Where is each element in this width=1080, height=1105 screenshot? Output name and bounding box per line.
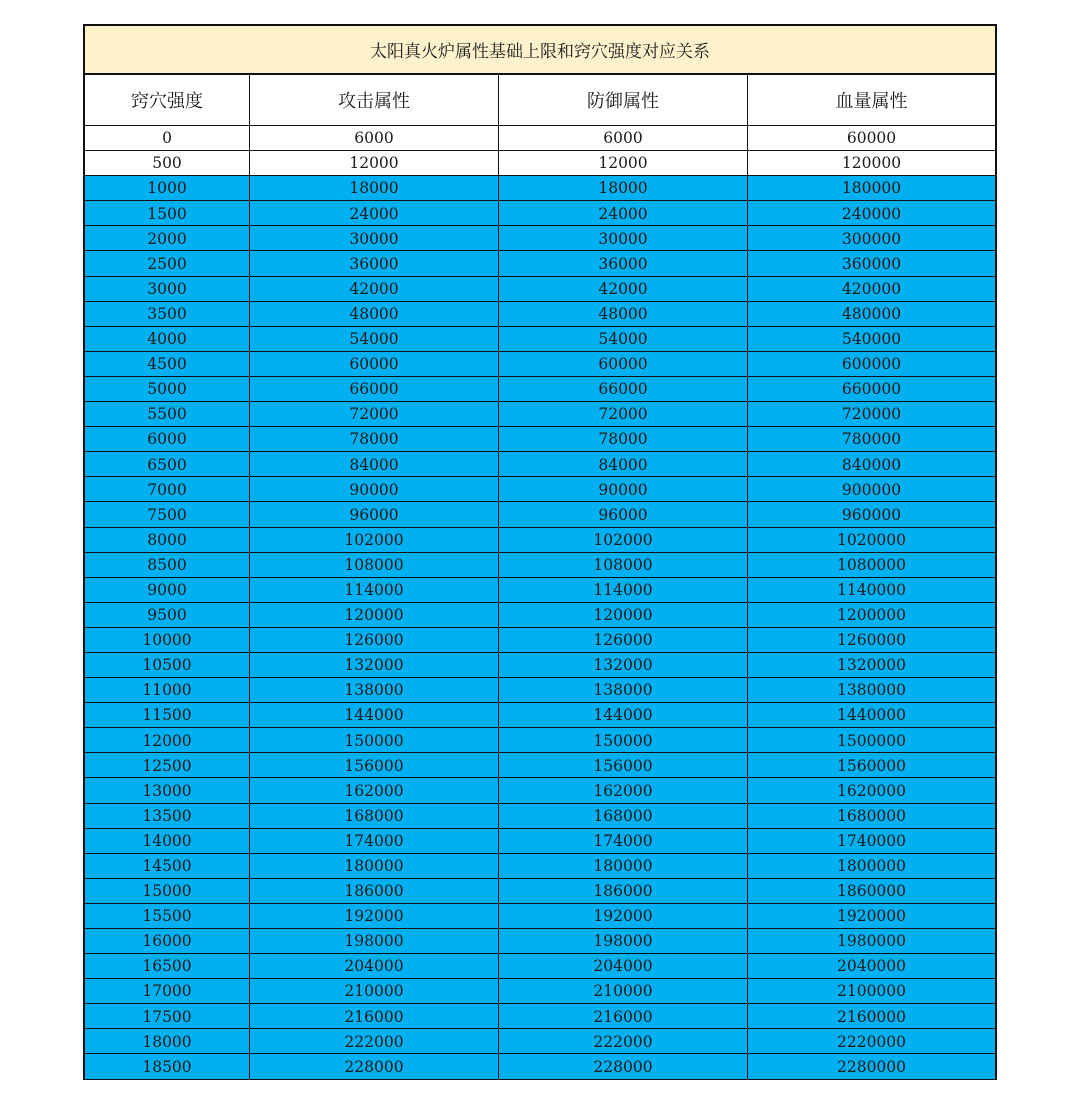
cell-hp: 2160000: [836, 1007, 907, 1026]
cell-defense: 156000: [499, 753, 748, 777]
cell-hp: 900000: [841, 480, 902, 499]
table-row: [85, 553, 995, 578]
table-row: [85, 778, 995, 803]
cell-acupoint-strength: 11500: [85, 703, 250, 727]
cell-acupoint-strength: 17500: [85, 1004, 250, 1028]
cell-attack: 18000: [250, 176, 499, 200]
cell-hp: 240000: [841, 204, 902, 223]
cell-acupoint-strength: 13000: [85, 778, 250, 802]
cell-acupoint-strength: 8500: [85, 553, 250, 577]
cell-attack: 108000: [250, 553, 499, 577]
cell-attack: 96000: [250, 502, 499, 526]
cell-defense: 162000: [499, 778, 748, 802]
cell-hp: 1020000: [836, 530, 907, 549]
header-cell-attack: 攻击属性: [250, 75, 499, 125]
table-row: [85, 201, 995, 226]
header-cell-defense: 防御属性: [499, 75, 748, 125]
table-row: [85, 327, 995, 352]
table-row: [85, 753, 995, 778]
cell-attack: 186000: [250, 879, 499, 903]
table-header-row: [83, 75, 997, 126]
cell-hp: 1800000: [836, 857, 907, 876]
cell-hp: 1980000: [836, 932, 907, 951]
cell-attack: 6000: [250, 126, 499, 150]
cell-acupoint-strength: 7000: [85, 477, 250, 501]
cell-acupoint-strength: 4000: [85, 327, 250, 351]
cell-defense: 198000: [499, 929, 748, 953]
cell-defense: 24000: [499, 201, 748, 225]
table-row: [85, 452, 995, 477]
cell-acupoint-strength: 2500: [85, 251, 250, 275]
cell-acupoint-strength: 12500: [85, 753, 250, 777]
cell-acupoint-strength: 15000: [85, 879, 250, 903]
table-row: [85, 1004, 995, 1029]
cell-defense: 54000: [499, 327, 748, 351]
table-row: [85, 628, 995, 653]
cell-attack: 60000: [250, 352, 499, 376]
cell-defense: 222000: [499, 1029, 748, 1053]
cell-acupoint-strength: 13500: [85, 804, 250, 828]
table-row: [85, 603, 995, 628]
cell-acupoint-strength: 18000: [85, 1029, 250, 1053]
table-row: [85, 653, 995, 678]
table-row: [85, 352, 995, 377]
cell-hp: 840000: [841, 455, 902, 474]
cell-attack: 192000: [250, 904, 499, 928]
cell-attack: 144000: [250, 703, 499, 727]
table-row: [85, 226, 995, 251]
cell-defense: 78000: [499, 427, 748, 451]
cell-hp: 1260000: [836, 631, 907, 650]
cell-acupoint-strength: 5500: [85, 402, 250, 426]
cell-hp: 180000: [841, 179, 902, 198]
table-row: [85, 502, 995, 527]
table-row: [85, 251, 995, 276]
table-row: [85, 678, 995, 703]
cell-attack: 228000: [250, 1054, 499, 1078]
cell-defense: 150000: [499, 728, 748, 752]
cell-acupoint-strength: 12000: [85, 728, 250, 752]
cell-hp: 1860000: [836, 882, 907, 901]
cell-hp: 1320000: [836, 656, 907, 675]
cell-defense: 60000: [499, 352, 748, 376]
table-row: [85, 904, 995, 929]
cell-defense: 210000: [499, 979, 748, 1003]
table-row: [85, 578, 995, 603]
cell-attack: 132000: [250, 653, 499, 677]
cell-defense: 216000: [499, 1004, 748, 1028]
table-title: 太阳真火炉属性基础上限和窍穴强度对应关系: [83, 24, 997, 75]
cell-hp: 480000: [841, 304, 902, 323]
cell-hp: 1380000: [836, 681, 907, 700]
cell-hp: 1500000: [836, 731, 907, 750]
table-row: [85, 879, 995, 904]
cell-defense: 174000: [499, 829, 748, 853]
cell-acupoint-strength: 14000: [85, 829, 250, 853]
cell-defense: 228000: [499, 1054, 748, 1078]
cell-attack: 222000: [250, 1029, 499, 1053]
cell-attack: 102000: [250, 528, 499, 552]
cell-attack: 198000: [250, 929, 499, 953]
cell-attack: 138000: [250, 678, 499, 702]
cell-defense: 138000: [499, 678, 748, 702]
cell-acupoint-strength: 0: [85, 126, 250, 150]
cell-attack: 72000: [250, 402, 499, 426]
table-row: [85, 804, 995, 829]
cell-acupoint-strength: 6500: [85, 452, 250, 476]
cell-defense: 132000: [499, 653, 748, 677]
cell-attack: 24000: [250, 201, 499, 225]
table-row: [85, 728, 995, 753]
cell-hp: 1440000: [836, 706, 907, 725]
table-row: [85, 402, 995, 427]
cell-attack: 42000: [250, 277, 499, 301]
cell-attack: 120000: [250, 603, 499, 627]
table-row: [85, 427, 995, 452]
cell-hp: 960000: [841, 505, 902, 524]
cell-attack: 126000: [250, 628, 499, 652]
table-row: [85, 1054, 995, 1079]
cell-hp: 2040000: [836, 957, 907, 976]
table-row: [85, 302, 995, 327]
cell-attack: 210000: [250, 979, 499, 1003]
cell-attack: 114000: [250, 578, 499, 602]
cell-acupoint-strength: 18500: [85, 1054, 250, 1078]
cell-attack: 30000: [250, 226, 499, 250]
cell-hp: 540000: [841, 330, 902, 349]
cell-attack: 12000: [250, 151, 499, 175]
cell-hp: 300000: [841, 229, 902, 248]
cell-acupoint-strength: 10500: [85, 653, 250, 677]
cell-hp: 1740000: [836, 831, 907, 850]
table-row: [85, 377, 995, 402]
table-row: [85, 979, 995, 1004]
cell-attack: 204000: [250, 954, 499, 978]
table-row: [85, 126, 995, 151]
cell-attack: 54000: [250, 327, 499, 351]
cell-defense: 102000: [499, 528, 748, 552]
cell-defense: 114000: [499, 578, 748, 602]
cell-hp: 1560000: [836, 756, 907, 775]
cell-attack: 180000: [250, 854, 499, 878]
cell-acupoint-strength: 3000: [85, 277, 250, 301]
cell-hp: 720000: [841, 405, 902, 424]
cell-hp: 1680000: [836, 806, 907, 825]
cell-defense: 204000: [499, 954, 748, 978]
cell-attack: 174000: [250, 829, 499, 853]
cell-defense: 108000: [499, 553, 748, 577]
cell-hp: 2100000: [836, 982, 907, 1001]
cell-acupoint-strength: 9000: [85, 578, 250, 602]
cell-attack: 150000: [250, 728, 499, 752]
cell-hp: 1080000: [836, 555, 907, 574]
cell-defense: 90000: [499, 477, 748, 501]
cell-defense: 36000: [499, 251, 748, 275]
cell-attack: 84000: [250, 452, 499, 476]
cell-hp: 60000: [846, 129, 897, 148]
cell-acupoint-strength: 7500: [85, 502, 250, 526]
cell-defense: 192000: [499, 904, 748, 928]
cell-acupoint-strength: 14500: [85, 854, 250, 878]
cell-attack: 168000: [250, 804, 499, 828]
table-row: [85, 829, 995, 854]
header-cell-hp: 血量属性: [835, 91, 908, 112]
cell-attack: 162000: [250, 778, 499, 802]
cell-defense: 48000: [499, 302, 748, 326]
header-cell-acupoint-strength: 窍穴强度: [85, 75, 250, 125]
cell-hp: 1200000: [836, 606, 907, 625]
cell-hp: 2220000: [836, 1032, 907, 1051]
table-row: [85, 477, 995, 502]
cell-acupoint-strength: 3500: [85, 302, 250, 326]
table-row: [85, 151, 995, 176]
table-row: [85, 528, 995, 553]
table-body: [83, 126, 997, 1080]
cell-defense: 18000: [499, 176, 748, 200]
cell-defense: 30000: [499, 226, 748, 250]
cell-acupoint-strength: 4500: [85, 352, 250, 376]
cell-hp: 420000: [841, 279, 902, 298]
cell-defense: 12000: [499, 151, 748, 175]
cell-defense: 168000: [499, 804, 748, 828]
cell-acupoint-strength: 10000: [85, 628, 250, 652]
cell-defense: 180000: [499, 854, 748, 878]
cell-defense: 96000: [499, 502, 748, 526]
cell-acupoint-strength: 1500: [85, 201, 250, 225]
cell-acupoint-strength: 8000: [85, 528, 250, 552]
cell-attack: 48000: [250, 302, 499, 326]
cell-acupoint-strength: 500: [85, 151, 250, 175]
cell-defense: 126000: [499, 628, 748, 652]
cell-defense: 42000: [499, 277, 748, 301]
cell-defense: 66000: [499, 377, 748, 401]
cell-hp: 120000: [841, 154, 902, 173]
cell-defense: 144000: [499, 703, 748, 727]
cell-defense: 72000: [499, 402, 748, 426]
cell-hp: 2280000: [836, 1057, 907, 1076]
cell-acupoint-strength: 16500: [85, 954, 250, 978]
cell-attack: 36000: [250, 251, 499, 275]
table-row: [85, 954, 995, 979]
table-row: [85, 1029, 995, 1054]
cell-defense: 186000: [499, 879, 748, 903]
cell-acupoint-strength: 1000: [85, 176, 250, 200]
cell-attack: 216000: [250, 1004, 499, 1028]
cell-acupoint-strength: 16000: [85, 929, 250, 953]
cell-hp: 1140000: [836, 580, 907, 599]
attribute-table: [83, 24, 997, 1080]
table-row: [85, 176, 995, 201]
cell-attack: 90000: [250, 477, 499, 501]
cell-defense: 120000: [499, 603, 748, 627]
cell-hp: 600000: [841, 355, 902, 374]
cell-attack: 156000: [250, 753, 499, 777]
cell-acupoint-strength: 17000: [85, 979, 250, 1003]
cell-hp: 660000: [841, 380, 902, 399]
cell-defense: 84000: [499, 452, 748, 476]
cell-acupoint-strength: 5000: [85, 377, 250, 401]
cell-hp: 1920000: [836, 907, 907, 926]
cell-acupoint-strength: 6000: [85, 427, 250, 451]
cell-acupoint-strength: 15500: [85, 904, 250, 928]
cell-hp: 360000: [841, 254, 902, 273]
cell-defense: 6000: [499, 126, 748, 150]
cell-acupoint-strength: 2000: [85, 226, 250, 250]
cell-acupoint-strength: 11000: [85, 678, 250, 702]
cell-attack: 78000: [250, 427, 499, 451]
cell-attack: 66000: [250, 377, 499, 401]
cell-acupoint-strength: 9500: [85, 603, 250, 627]
table-row: [85, 929, 995, 954]
table-row: [85, 703, 995, 728]
table-row: [85, 277, 995, 302]
cell-hp: 780000: [841, 430, 902, 449]
table-row: [85, 854, 995, 879]
cell-hp: 1620000: [836, 781, 907, 800]
